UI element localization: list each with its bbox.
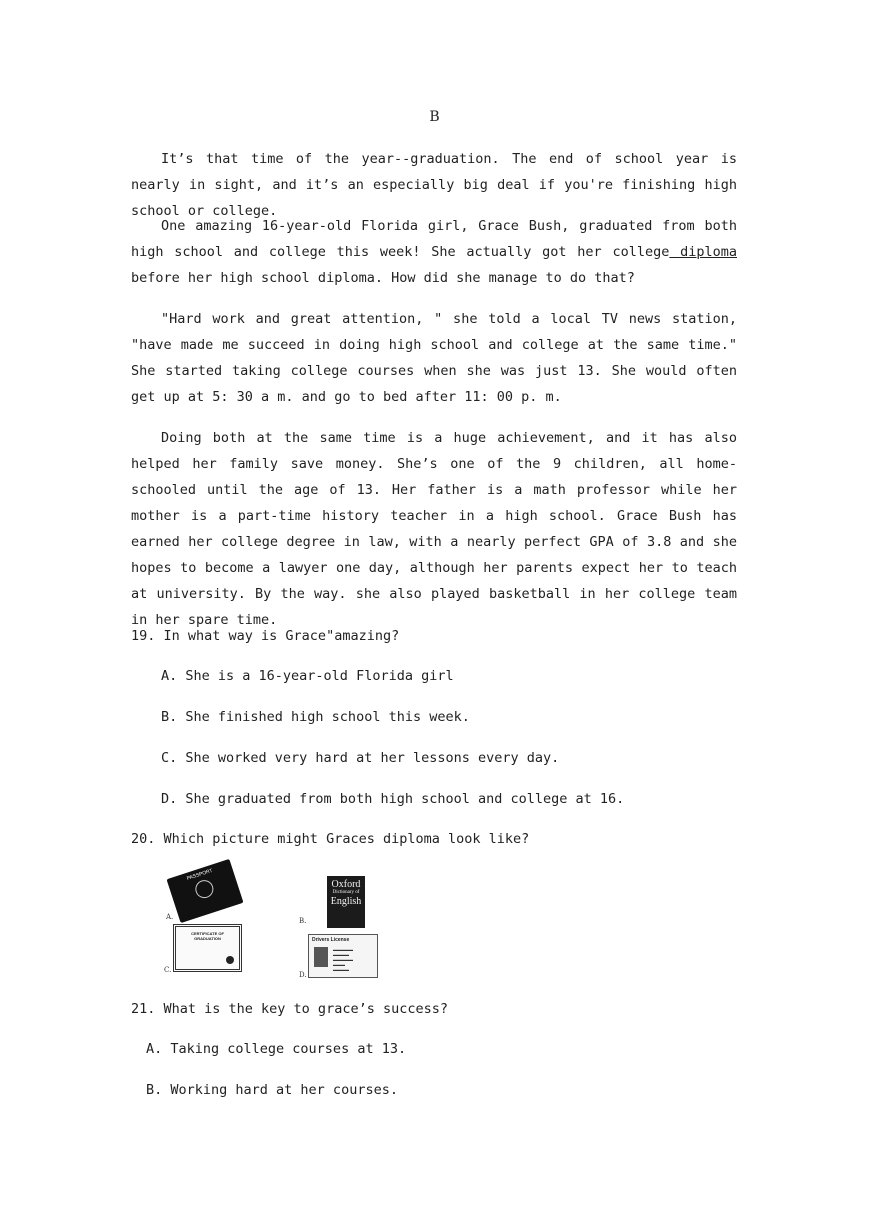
picture-label-d: D. xyxy=(299,971,307,979)
picture-label-a: A. xyxy=(166,913,174,921)
drivers-license-icon xyxy=(308,934,378,978)
book-line-2: Dictionary of xyxy=(332,890,360,895)
license-photo-icon xyxy=(314,947,328,967)
book-line-1: Oxford xyxy=(331,879,361,890)
book-line-3: English xyxy=(330,896,362,907)
underlined-word-diploma: diploma xyxy=(669,244,737,260)
certificate-seal-icon xyxy=(226,956,234,964)
question-19-stem: 19. In what way is Grace"amazing? xyxy=(131,628,400,644)
passage-paragraph-1: It’s that time of the year--graduation. The end of school year is nearly in sight, and it’s an especially big deal if you're finishing high school or college. xyxy=(131,151,737,219)
passport-emblem-icon xyxy=(193,878,216,901)
passport-title: PASSPORT xyxy=(186,867,214,882)
passage-paragraph-4: Doing both at the same time is a huge achievement, and it has also helped her family save money. She’s one of the 9 children, all home-schooled until the age of 13. Her father is a math professor while her mother is a part-time history teacher in a high school. Grace Bush has earned her college degree in law, with a nearly perfect GPA of 3.8 and she hopes to become a lawyer one day, although her parents expect her to teach at university. By the way. she also played basketball in her college team in her spare time. xyxy=(131,430,737,628)
passage-paragraph-2-text-before: One amazing 16-year-old Florida girl, Grace Bush, graduated from both high school and college this week! She actually got her college xyxy=(131,218,737,260)
picture-label-b: B. xyxy=(299,917,307,925)
certificate-icon xyxy=(173,924,242,972)
question-21-option-b: B. Working hard at her courses. xyxy=(146,1082,398,1098)
question-20-stem: 20. Which picture might Graces diploma look like? xyxy=(131,831,530,847)
picture-label-c: C. xyxy=(164,966,172,974)
passport-icon xyxy=(167,859,244,923)
question-21-option-a: A. Taking college courses at 13. xyxy=(146,1041,407,1057)
license-title: Drivers License xyxy=(312,937,350,943)
passage-paragraph-2 xyxy=(131,213,737,291)
dictionary-icon xyxy=(327,876,365,928)
section-heading: B xyxy=(429,109,440,125)
certificate-line-1: CERTIFICATE OF xyxy=(191,931,224,936)
question-19-option-b: B. She finished high school this week. xyxy=(161,709,470,725)
license-text-lines: ▬▬▬▬▬ ▬▬▬▬ ▬▬▬▬▬ ▬▬▬ ▬▬▬▬ xyxy=(333,947,353,972)
passage-paragraph-2-text-after: before her high school diploma. How did she manage to do that? xyxy=(131,270,635,286)
question-19-option-d: D. She graduated from both high school and college at 16. xyxy=(161,791,625,807)
certificate-line-2: GRADUATION xyxy=(194,936,221,941)
question-19-option-a: A. She is a 16-year-old Florida girl xyxy=(161,668,454,684)
passage-paragraph-3: "Hard work and great attention, " she told a local TV news station, "have made me succeed in doing high school and college at the same time." She started taking college courses when she was just 13. She would often get up at 5: 30 a m. and go to bed after 11: 00 p. m. xyxy=(131,311,737,405)
question-21-stem: 21. What is the key to grace’s success? xyxy=(131,1001,448,1017)
question-19-option-c: C. She worked very hard at her lessons every day. xyxy=(161,750,560,766)
